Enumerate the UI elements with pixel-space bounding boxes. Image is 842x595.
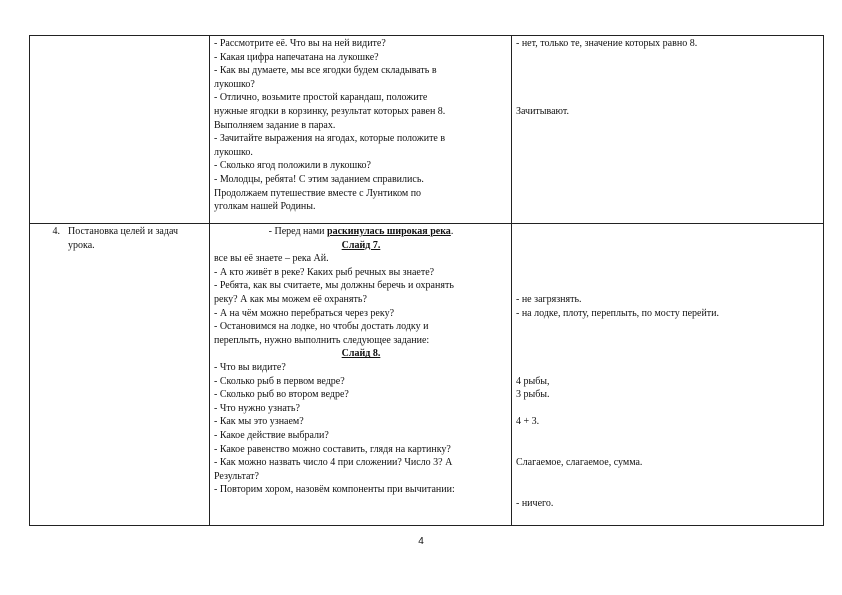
- teacher-line: - Ребята, как вы считаете, мы должны беречь и охранять: [214, 280, 454, 292]
- teacher-activity-cell: [210, 224, 512, 526]
- student-answer: Зачитывают.: [516, 105, 570, 117]
- student-answer: 4 рыбы,: [516, 375, 550, 387]
- teacher-line: реку? А как мы можем её охранять?: [214, 293, 367, 305]
- student-answer: Слагаемое, слагаемое, сумма.: [516, 457, 643, 469]
- slide-heading: Слайд 7.: [341, 239, 381, 251]
- teacher-line: - Какое действие выбрали?: [214, 429, 329, 441]
- stage-cell: [30, 224, 210, 526]
- student-answer: - ничего.: [516, 497, 554, 509]
- table-row: [30, 224, 824, 526]
- page-number: 4: [418, 536, 424, 547]
- student-activity-cell: [512, 224, 824, 526]
- teacher-line: - Сколько рыб в первом ведре?: [214, 375, 345, 387]
- teacher-line: - А на чём можно перебраться через реку?: [214, 307, 395, 319]
- teacher-line: - А кто живёт в реке? Каких рыб речных вы знаете?: [214, 266, 435, 278]
- lesson-plan-sheet: [29, 35, 823, 526]
- student-answer: - на лодке, плоту, переплыть, по мосту перейти.: [516, 307, 720, 319]
- teacher-line: лукошко.: [214, 146, 253, 158]
- student-answer: - нет, только те, значение которых равно 8.: [516, 38, 698, 49]
- slide-heading: Слайд 8.: [341, 348, 381, 360]
- stage-title: Постановка целей и задач урока.: [68, 226, 179, 251]
- teacher-line: - Как мы это узнаем?: [214, 416, 304, 428]
- student-activity-cell: [512, 36, 824, 224]
- teacher-line: Продолжаем путешествие вместе с Лунтиком по: [214, 187, 422, 199]
- teacher-line: уголкам нашей Родины.: [214, 201, 316, 213]
- teacher-line: - Отлично, возьмите простой карандаш, положите: [214, 92, 428, 104]
- teacher-line: - Повторим хором, назовём компоненты при вычитании:: [214, 484, 455, 496]
- teacher-line: Выполняем задание в парах.: [214, 119, 336, 131]
- teacher-line: - Какая цифра напечатана на лукошке?: [214, 51, 379, 63]
- teacher-intro: - Перед нами раскинулась широкая река.: [268, 226, 454, 237]
- student-answer: - не загрязнять.: [516, 293, 582, 305]
- teacher-line: - Остановимся на лодке, но чтобы достать лодку и: [214, 321, 429, 333]
- student-answer: 3 рыбы.: [516, 389, 550, 401]
- teacher-line: - Как вы думаете, мы все ягодки будем складывать в: [214, 65, 437, 77]
- stage-cell: [30, 36, 210, 224]
- teacher-line: переплыть, нужно выполнить следующее задание:: [214, 334, 430, 346]
- teacher-line: - Сколько рыб во втором ведре?: [214, 389, 349, 401]
- teacher-line: все вы её знаете – река Ай.: [214, 253, 329, 265]
- teacher-line: - Что вы видите?: [214, 361, 286, 373]
- teacher-activity-cell: [210, 36, 512, 224]
- teacher-line: - Зачитайте выражения на ягодах, которые положите в: [214, 133, 446, 145]
- teacher-line: - Какое равенство можно составить, глядя на картинку?: [214, 443, 451, 455]
- table-row: [30, 36, 824, 224]
- teacher-line: нужные ягодки в корзинку, результат которых равен 8.: [214, 105, 446, 117]
- teacher-line: Результат?: [214, 470, 259, 482]
- stage-number: 4.: [52, 226, 60, 237]
- lesson-plan-table: [29, 35, 824, 526]
- teacher-line: - Что нужно узнать?: [214, 402, 300, 414]
- teacher-line: - Сколько ягод положили в лукошко?: [214, 160, 371, 172]
- teacher-line: - Молодцы, ребята! С этим заданием справились.: [214, 173, 424, 185]
- teacher-line: - Рассмотрите её. Что вы на ней видите?: [214, 38, 386, 49]
- student-answer: 4 + 3.: [516, 416, 540, 428]
- teacher-line: лукошко?: [214, 78, 255, 90]
- teacher-line: - Как можно назвать число 4 при сложении? Число 3? А: [214, 457, 453, 469]
